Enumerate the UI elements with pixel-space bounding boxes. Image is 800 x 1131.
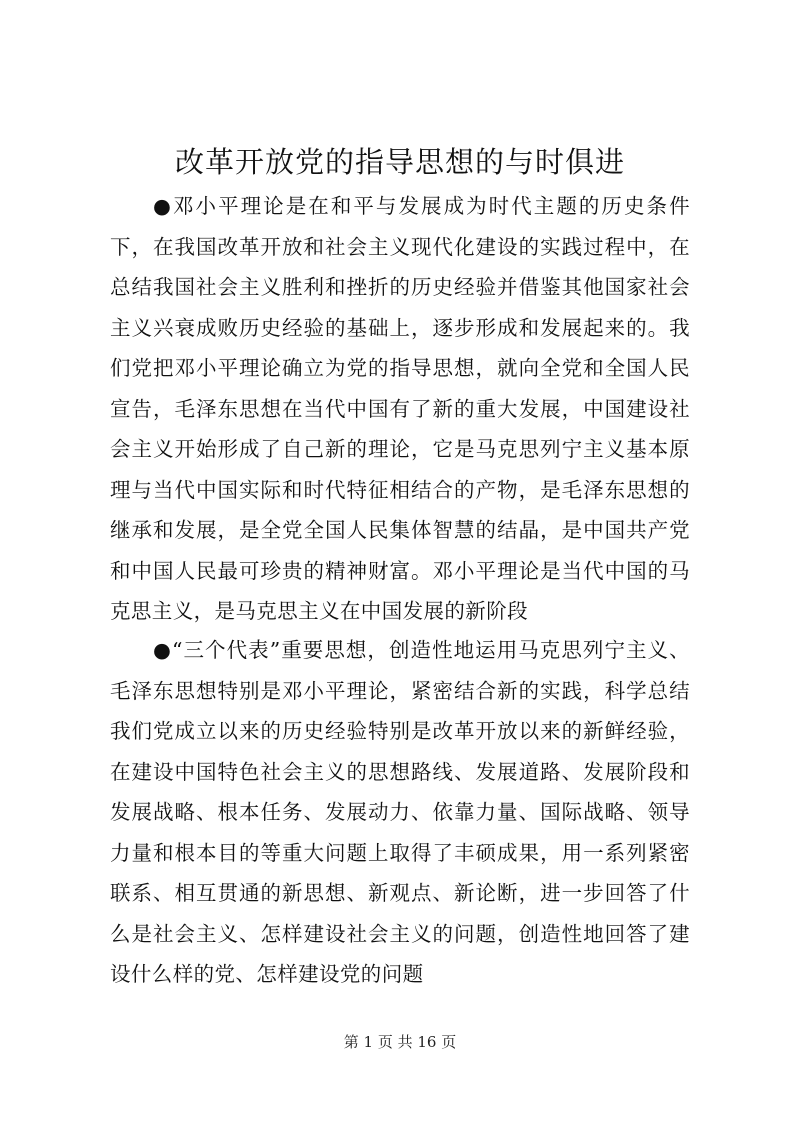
page-footer: 第 1 页 共 16 页 <box>343 1033 457 1051</box>
paragraph-three-represents: ●“三个代表”重要思想，创造性地运用马克思列宁主义、毛泽东思想特别是邓小平理论，紧密结合新的实践，科学总结我们党成立以来的历史经验特别是改革开放以来的新鲜经验，在建设中国特色社会主义的思想路线、发展道路、发展阶段和发展战略、根本任务、发展动力、依靠力量、国际战略、领导力量和根本目的等重大问题上取得了丰硕成果，用一系列紧密联系、相互贯通的新思想、新观点、新论断，进一步回答了什么是社会主义、怎样建设社会主义的问题，创造性地回答了建设什么样的党、怎样建设党的问题 <box>110 638 690 986</box>
paragraph-deng-xiaoping-theory: ●邓小平理论是在和平与发展成为时代主题的历史条件下，在我国改革开放和社会主义现代化建设的实践过程中，在总结我国社会主义胜利和挫折的历史经验并借鉴其他国家社会主义兴衰成败历史经验的基础上，逐步形成和发展起来的。我们党把邓小平理论确立为党的指导思想，就向全党和全国人民宣告，毛泽东思想在当代中国有了新的重大发展，中国建设社会主义开始形成了自己新的理论，它是马克思列宁主义基本原理与当代中国实际和时代特征相结合的产物，是毛泽东思想的继承和发展，是全党全国人民集体智慧的结晶，是中国共产党和中国人民最可珍贵的精神财富。邓小平理论是当代中国的马克思主义，是马克思主义在中国发展的新阶段 <box>110 194 690 623</box>
document-title: 改革开放党的指导思想的与时俱进 <box>174 145 625 179</box>
